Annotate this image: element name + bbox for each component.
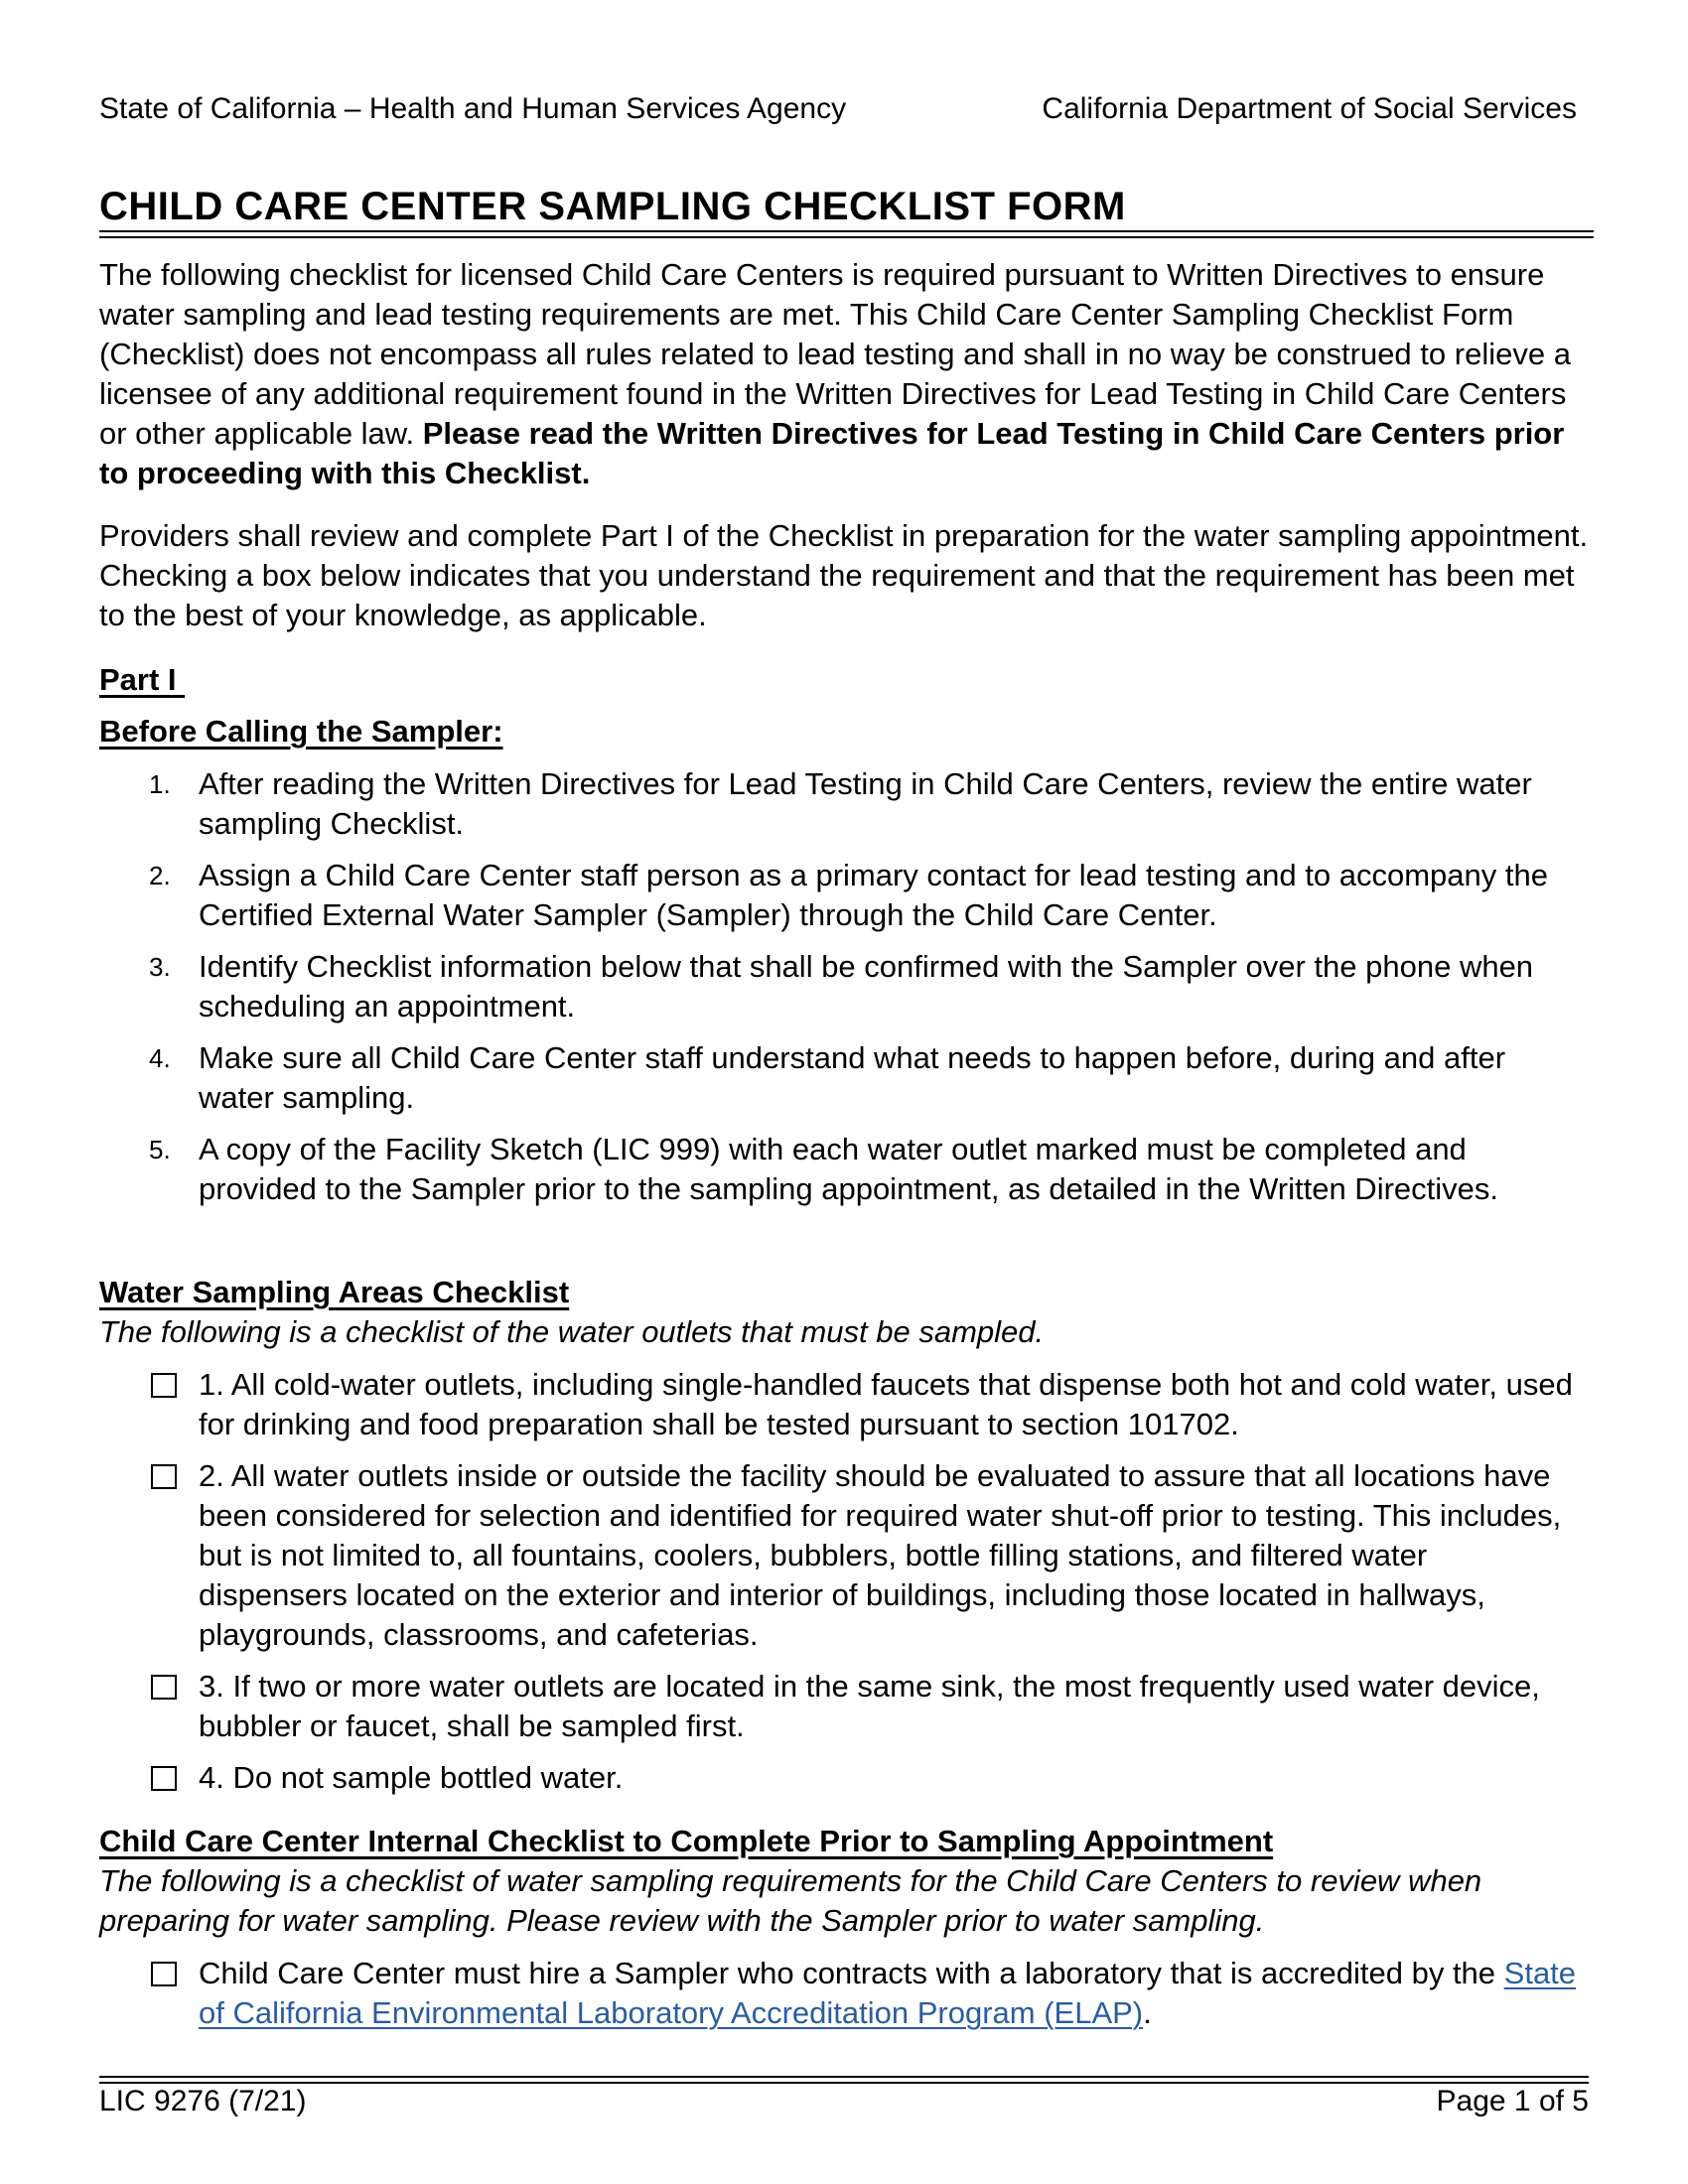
intro-emphasis: Please read the Written Directives for Lead Testing in Child Care Centers prior to proceeding with this Checklist. — [99, 416, 1565, 490]
step-text: Make sure all Child Care Center staff understand what needs to happen before, during and after water sampling. — [199, 1040, 1506, 1115]
step-item — [149, 764, 1559, 844]
step-text: A copy of the Facility Sketch (LIC 999) with each water outlet marked must be completed and provided to the Sampler prior to the sampling appointment, as detailed in the Written Directives. — [199, 1132, 1498, 1206]
intro-paragraph — [99, 255, 1599, 493]
checklist-item — [151, 1954, 1581, 2033]
internal-checklist-heading: Child Care Center Internal Checklist to Complete Prior to Sampling Appointment — [99, 1824, 1274, 1858]
step-item — [149, 1038, 1559, 1118]
checklist-item — [151, 1365, 1581, 1444]
internal-checklist-note: The following is a checklist of water sampling requirements for the Child Care Centers to review when preparing for water sampling. Please review with the Sampler prior to water sampling. — [99, 1863, 1482, 1938]
checklist-item-text: 1. All cold-water outlets, including single-handled faucets that dispense both hot and cold water, used for drinking and food preparation shall be tested pursuant to section 101702. — [199, 1367, 1573, 1441]
checklist-item — [151, 1456, 1581, 1655]
checklist-item-text — [199, 1954, 1581, 2033]
intro-text: The following checklist for licensed Child Care Centers is required pursuant to Written Directives to ensure water sampling and lead testing requirements are met. This Child Care Center Sampling Checklist Form (Checklist) does not encompass all rules related to lead testing and shall in no way be construed to relieve a licensee of any additional requirement found in the Written Directives for Lead Testing in Child Care Centers or other applicable law. — [99, 257, 1571, 451]
checklist-item-text: 4. Do not sample bottled water. — [199, 1760, 624, 1795]
form-id: LIC 9276 (7/21) — [99, 2085, 307, 2117]
step-text: After reading the Written Directives for Lead Testing in Child Care Centers, review the entire water sampling Checklist. — [199, 766, 1532, 841]
water-sampling-note: The following is a checklist of the water outlets that must be sampled. — [99, 1314, 1045, 1349]
agency-name: State of California – Health and Human Services Agency — [99, 92, 847, 125]
water-sampling-heading: Water Sampling Areas Checklist — [99, 1275, 570, 1309]
elap-link[interactable]: State of California Environmental Laboratory Accreditation Program (ELAP) — [199, 1956, 1577, 2030]
step-text: Identify Checklist information below that shall be confirmed with the Sampler over the phone when scheduling an appointment. — [199, 949, 1534, 1024]
page-header — [99, 89, 1577, 129]
checklist-item — [151, 1758, 1581, 1798]
step-number: 3. — [149, 952, 171, 982]
page-number: Page 1 of 5 — [1436, 2085, 1589, 2117]
checklist-item — [151, 1667, 1581, 1746]
before-calling-heading: Before Calling the Sampler: — [99, 714, 503, 749]
step-item — [149, 1130, 1559, 1209]
step-text: Assign a Child Care Center staff person as a primary contact for lead testing and to accompany the Certified External Water Sampler (Sampler) through the Child Care Center. — [199, 858, 1548, 932]
part-heading: Part I — [99, 662, 186, 697]
checkbox[interactable] — [151, 1675, 177, 1700]
checklist-item-text: 2. All water outlets inside or outside the facility should be evaluated to assure that all locations have been considered for selection and identified for required water shut-off prior to testing. This includes, but is not limited to, all fountains, coolers, bubblers, bottle filling stations, and filtered water dispensers located on the exterior and interior of buildings, including those located in hallways, playgrounds, classrooms, and cafeterias. — [199, 1458, 1562, 1652]
step-number: 4. — [149, 1043, 171, 1073]
page-title: CHILD CARE CENTER SAMPLING CHECKLIST FORM — [99, 185, 1126, 228]
checkbox[interactable] — [151, 1962, 177, 1986]
step-number: 5. — [149, 1135, 171, 1164]
page-footer — [99, 2082, 1589, 2121]
elap-text-after: . — [1143, 1995, 1152, 2030]
checklist-item-text: 3. If two or more water outlets are located in the same sink, the most frequently used water device, bubbler or faucet, shall be sampled first. — [199, 1669, 1540, 1743]
step-number: 2. — [149, 861, 171, 890]
elap-text-before: Child Care Center must hire a Sampler who contracts with a laboratory that is accredited by the — [199, 1956, 1504, 1990]
department-name: California Department of Social Services — [1042, 92, 1577, 125]
step-item — [149, 947, 1559, 1026]
step-number: 1. — [149, 769, 171, 799]
step-item — [149, 856, 1559, 935]
checkbox[interactable] — [151, 1766, 177, 1791]
instructions-paragraph: Providers shall review and complete Part I of the Checklist in preparation for the water sampling appointment. Checking a box below indicates that you understand the requirement and that the requirement has been met to the best of your knowledge, as applicable. — [99, 518, 1589, 632]
checkbox[interactable] — [151, 1464, 177, 1489]
checkbox[interactable] — [151, 1373, 177, 1398]
title-divider — [99, 230, 1594, 238]
